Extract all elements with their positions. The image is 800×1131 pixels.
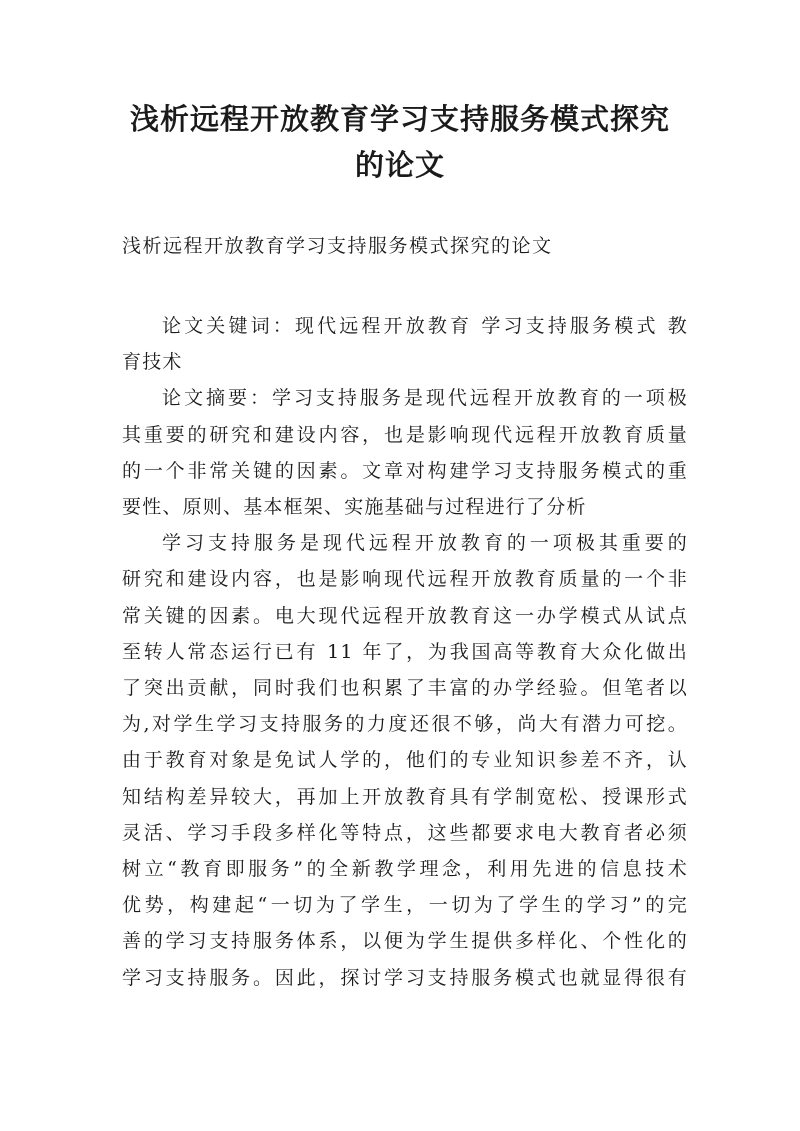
body-line: 为,对学生学习支持服务的力度还很不够，尚大有潜力可挖。: [122, 713, 688, 736]
abstract-line: 的一个非常关键的因素。文章对构建学习支持服务模式的重: [122, 459, 688, 482]
keywords-paragraph: [122, 308, 688, 380]
body-line: 知结构差异较大，再加上开放教育具有学制宽松、授课形式: [122, 785, 688, 808]
abstract-paragraph: [122, 380, 688, 525]
body-line: 善的学习支持服务体系，以便为学生提供多样化、个性化的: [122, 930, 688, 953]
title-line-1: 浅析远程开放教育学习支持服务模式探究: [129, 102, 670, 136]
title-line-2: 的论文: [354, 148, 445, 182]
body-line: 由于教育对象是免试人学的，他们的专业知识参差不齐，认: [122, 749, 688, 772]
body-line: 了突出贡献，同时我们也积累了丰富的办学经验。但笔者以: [122, 677, 688, 700]
body-line: 至转人常态运行已有 11 年了，为我国高等教育大众化做出: [122, 640, 688, 663]
document-title: [100, 96, 700, 188]
body-line: 研究和建设内容，也是影响现代远程开放教育质量的一个非: [122, 568, 688, 591]
body-paragraph: [122, 525, 688, 996]
abstract-line: 其重要的研究和建设内容，也是影响现代远程开放教育质量: [122, 423, 688, 446]
keywords-line: 论文关键词：现代远程开放教育 学习支持服务模式 教: [162, 315, 688, 337]
body-line: 树立“教育即服务”的全新教学理念，利用先进的信息技术: [122, 858, 688, 881]
abstract-line: 要性、原则、基本框架、实施基础与过程进行了分析: [122, 496, 587, 519]
body-line: 学习支持服务是现代远程开放教育的一项极其重要的: [162, 532, 688, 555]
abstract-line: 论文摘要：学习支持服务是现代远程开放教育的一项极: [162, 387, 688, 410]
body-line: 优势，构建起“一切为了学生，一切为了学生的学习”的完: [122, 894, 688, 917]
body-line: 常关键的因素。电大现代远程开放教育这一办学模式从试点: [122, 604, 688, 627]
body-line: 学习支持服务。因此，探讨学习支持服务模式也就显得很有: [122, 966, 688, 989]
keywords-line: 育技术: [122, 351, 183, 374]
body-line: 灵活、学习手段多样化等特点，这些都要求电大教育者必须: [122, 821, 688, 844]
document-subtitle: 浅析远程开放教育学习支持服务模式探究的论文: [122, 235, 553, 257]
document-body: [122, 308, 688, 996]
